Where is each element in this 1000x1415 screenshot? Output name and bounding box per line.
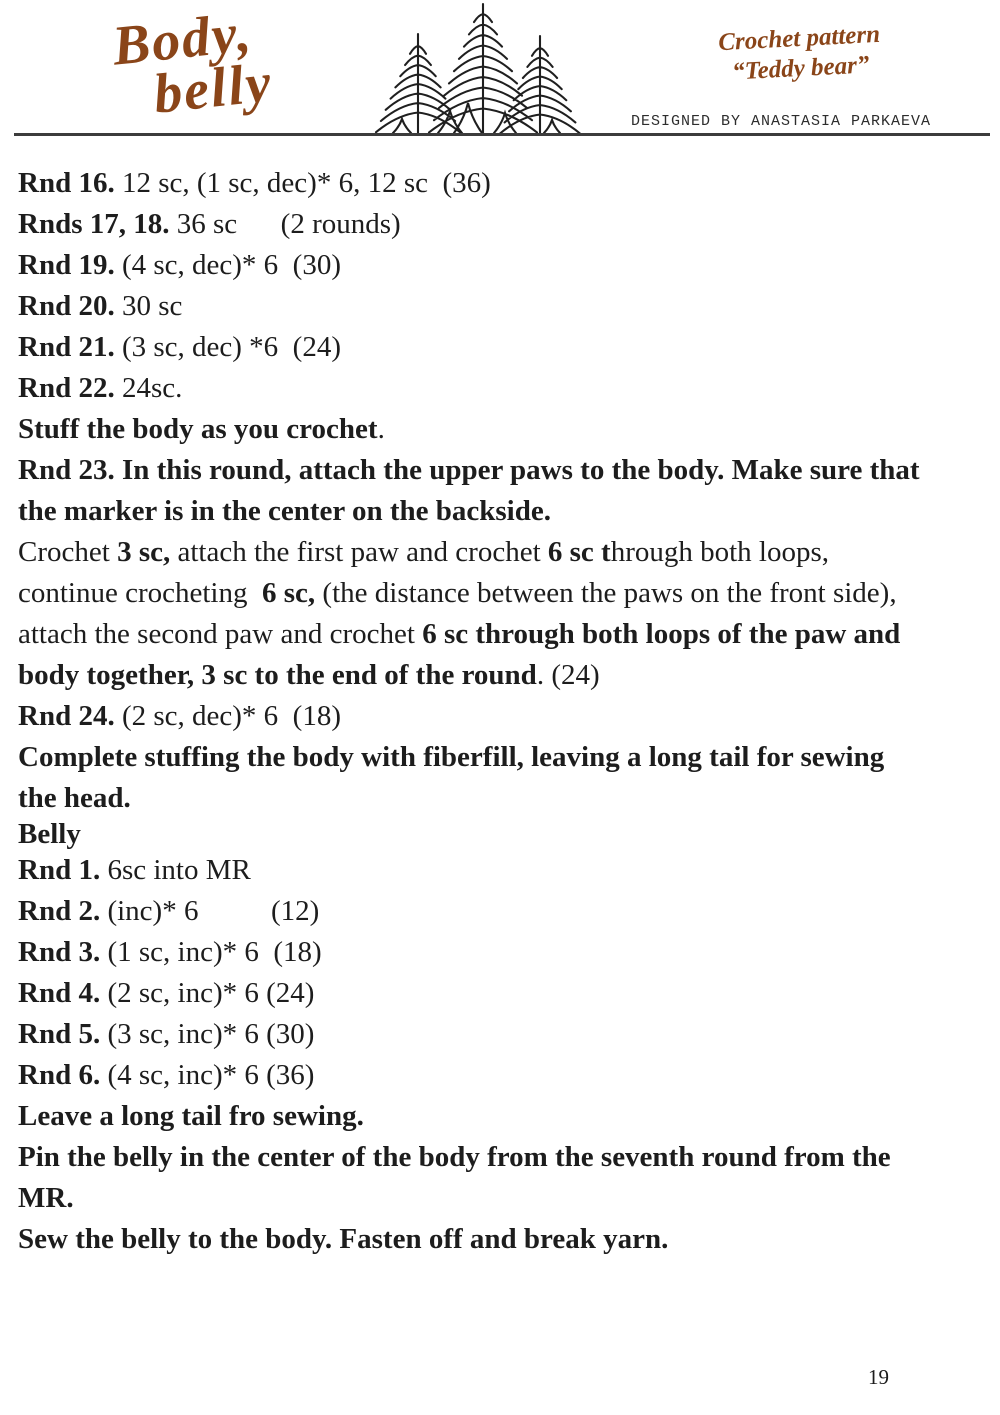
page-number: 19 [868,1365,889,1389]
pattern-line: Pin the belly in the center of the body from the seventh round from the [18,1141,891,1173]
pattern-line: Rnd 24. (2 sc, dec)* 6 (18) [18,700,341,732]
pattern-line: the head. [18,782,131,814]
pattern-line: Rnd 4. (2 sc, inc)* 6 (24) [18,977,315,1009]
pattern-line: attach the second paw and crochet 6 sc through both loops of the paw and [18,618,901,650]
pattern-line: Rnd 5. (3 sc, inc)* 6 (30) [18,1018,315,1050]
header-divider [14,133,990,136]
pattern-line: continue crocheting 6 sc, (the distance between the paws on the front side), [18,577,897,609]
pattern-line: Rnd 6. (4 sc, inc)* 6 (36) [18,1059,315,1091]
pattern-line: the marker is in the center on the backside. [18,495,551,527]
pattern-line: Rnd 23. In this round, attach the upper paws to the body. Make sure that [18,454,920,486]
pattern-line: Rnds 17, 18. 36 sc (2 rounds) [18,208,401,240]
pattern-subtitle-line1: Crochet pattern [717,20,881,57]
pattern-line: Crochet 3 sc, attach the first paw and crochet 6 sc through both loops, [18,536,830,568]
pattern-line: MR. [18,1182,74,1214]
pine-trees-icon [368,0,592,134]
pattern-line: Rnd 3. (1 sc, inc)* 6 (18) [18,936,322,968]
pattern-subtitle [691,18,910,89]
pattern-line: Sew the belly to the body. Fasten off and break yarn. [18,1223,669,1255]
instruction-lines [18,163,980,1260]
pattern-line: Rnd 16. 12 sc, (1 sc, dec)* 6, 12 sc (36) [18,167,491,199]
pattern-line: Rnd 21. (3 sc, dec) *6 (24) [18,331,341,363]
pattern-subtitle-line2: “Teddy bear” [731,51,870,86]
pattern-line: Rnd 19. (4 sc, dec)* 6 (30) [18,249,341,281]
pattern-line: Leave a long tail fro sewing. [18,1100,364,1132]
page-title [109,1,276,126]
pattern-line: Stuff the body as you crochet. [18,413,385,445]
pattern-line: Rnd 20. 30 sc [18,290,183,322]
pattern-line: Rnd 1. 6sc into MR [18,854,251,886]
pattern-line: body together, 3 sc to the end of the round. (24) [18,659,600,691]
pattern-line: Belly [18,818,81,850]
pattern-line: Rnd 22. 24sc. [18,372,183,404]
pattern-line: Rnd 2. (inc)* 6 (12) [18,895,320,927]
pattern-line: Complete stuffing the body with fiberfill, leaving a long tail for sewing [18,741,885,773]
page-title-line2: belly [150,51,276,126]
designed-by-credit: DESIGNED BY ANASTASIA PARKAEVA [631,113,932,130]
pattern-instructions [18,163,980,1260]
page-title-line1: Body, [109,1,256,78]
